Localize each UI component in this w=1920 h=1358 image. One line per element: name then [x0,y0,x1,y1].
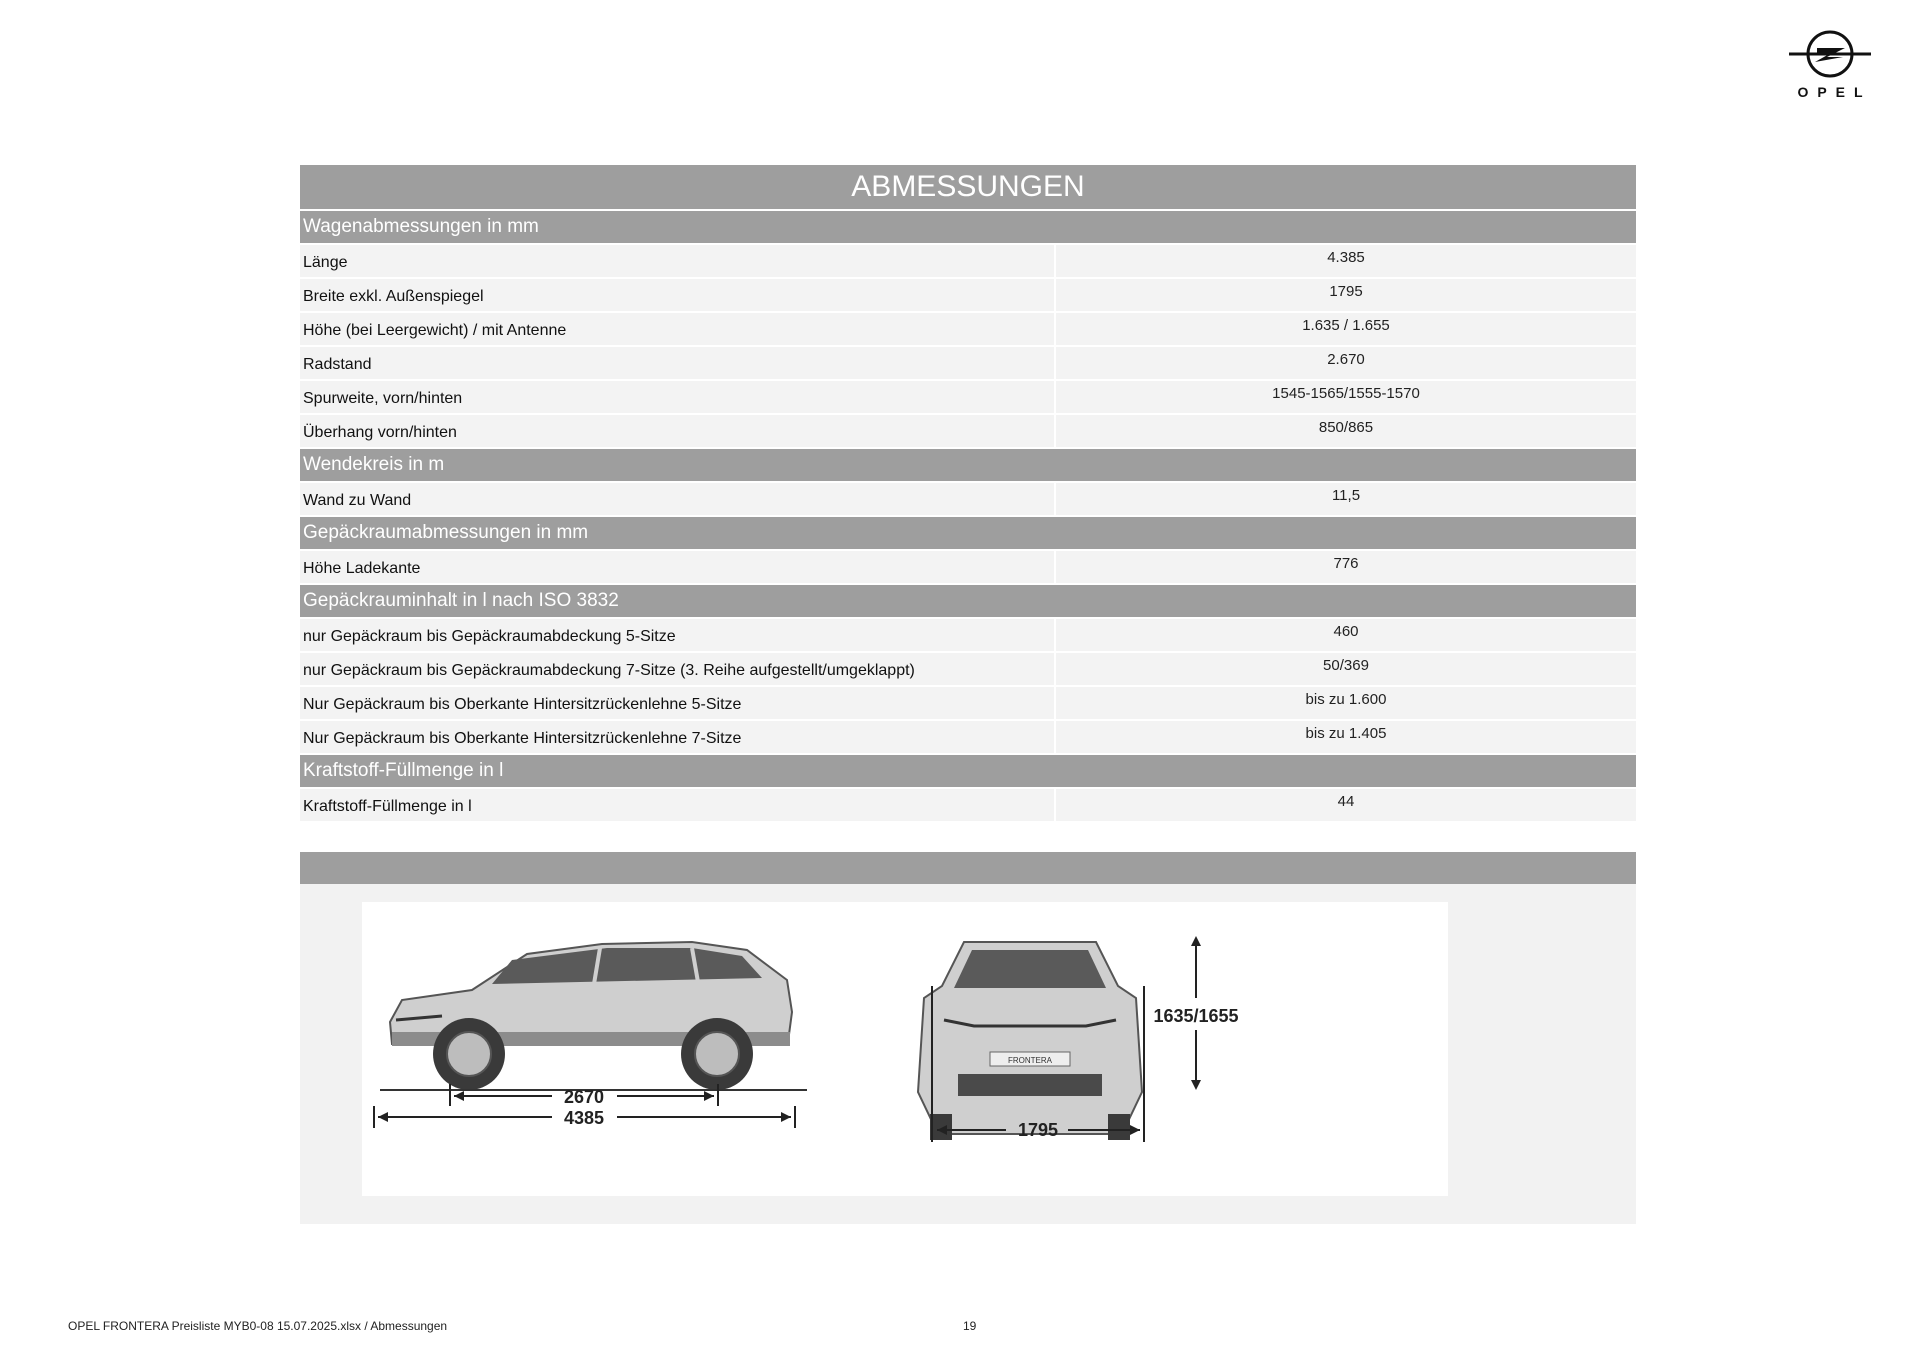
table-row [300,721,1636,753]
table-row [300,313,1636,345]
row-value: 11,5 [1056,483,1636,515]
row-value: 2.670 [1056,347,1636,379]
row-label: Breite exkl. Außenspiegel [300,279,1054,311]
front-badge: FRONTERA [1008,1056,1052,1065]
page-number: 19 [963,1319,977,1333]
row-label: Überhang vorn/hinten [300,415,1054,447]
row-value: 460 [1056,619,1636,651]
section-heading: Wagenabmessungen in mm [300,211,1636,243]
section-heading: Gepäckraumabmessungen in mm [300,517,1636,549]
row-label: Spurweite, vorn/hinten [300,381,1054,413]
table-row [300,619,1636,651]
table-row [300,483,1636,515]
row-value: 776 [1056,551,1636,583]
row-value: 1.635 / 1.655 [1056,313,1636,345]
row-value: 1545-1565/1555-1570 [1056,381,1636,413]
table-row [300,245,1636,277]
page-title: ABMESSUNGEN [300,165,1636,209]
row-label: Nur Gepäckraum bis Oberkante Hintersitzrückenlehne 5-Sitze [300,687,1054,719]
row-label: Länge [300,245,1054,277]
table-row [300,551,1636,583]
row-label: Kraftstoff-Füllmenge in l [300,789,1054,821]
brand-name: OPEL [1797,84,1872,100]
table-row [300,381,1636,413]
table-row [300,687,1636,719]
table-row [300,789,1636,821]
image-panel [300,884,1636,1224]
row-value: 4.385 [1056,245,1636,277]
width-label: 1795 [1017,1120,1059,1140]
section-heading: Wendekreis in m [300,449,1636,481]
row-value: 44 [1056,789,1636,821]
height-label: 1635/1655 [1153,1006,1239,1026]
image-section-header [300,852,1636,884]
row-value: bis zu 1.600 [1056,687,1636,719]
row-label: nur Gepäckraum bis Gepäckraumabdeckung 7-Sitze (3. Reihe aufgestellt/umgeklappt) [300,653,1054,685]
table-row [300,415,1636,447]
footer-file-name: OPEL FRONTERA Preisliste MYB0-08 15.07.2025.xlsx / Abmessungen [68,1319,448,1333]
wheelbase-label: 2670 [563,1087,605,1107]
dimension-drawings [362,902,1448,1196]
car-front-view [918,942,1142,1140]
row-label: nur Gepäckraum bis Gepäckraumabdeckung 5-Sitze [300,619,1054,651]
car-side-view [380,942,807,1090]
row-value: 1795 [1056,279,1636,311]
row-value: 850/865 [1056,415,1636,447]
length-label: 4385 [563,1108,605,1128]
row-label: Radstand [300,347,1054,379]
table-row [300,653,1636,685]
section-heading: Kraftstoff-Füllmenge in l [300,755,1636,787]
row-label: Nur Gepäckraum bis Oberkante Hintersitzrückenlehne 7-Sitze [300,721,1054,753]
row-value: 50/369 [1056,653,1636,685]
row-label: Höhe Ladekante [300,551,1054,583]
opel-logo [1780,28,1880,110]
table-row [300,279,1636,311]
spec-table [300,165,1636,823]
opel-blitz-icon [1787,28,1873,80]
section-heading: Gepäckrauminhalt in l nach ISO 3832 [300,585,1636,617]
row-value: bis zu 1.405 [1056,721,1636,753]
row-label: Höhe (bei Leergewicht) / mit Antenne [300,313,1054,345]
row-label: Wand zu Wand [300,483,1054,515]
table-row [300,347,1636,379]
